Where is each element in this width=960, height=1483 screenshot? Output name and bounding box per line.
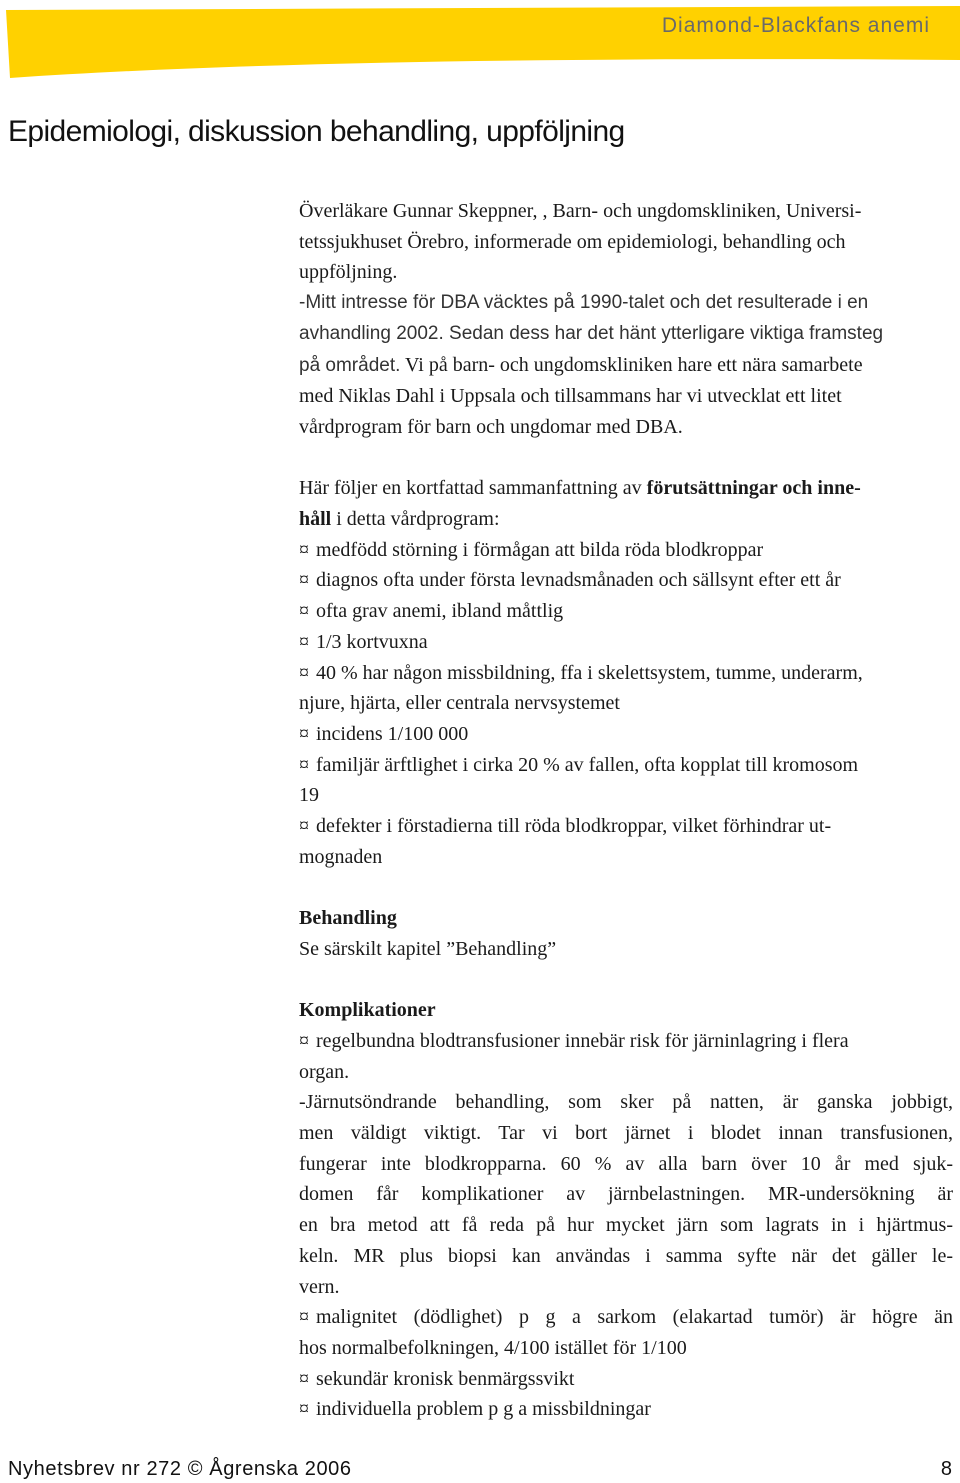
- intro-fragment: på området.: [299, 354, 401, 376]
- summary-lead-text: i detta vårdprogram:: [331, 508, 500, 531]
- paragraph-gap: [299, 965, 953, 996]
- list-item-text: incidens 1/100 000: [316, 722, 469, 745]
- list-item-text: diagnos ofta under första levnadsmånaden och sällsynt efter ett år: [316, 569, 841, 592]
- summary-lead-bold: förutsättningar och inne-: [646, 477, 861, 500]
- list-item-continuation: hos normalbefolkningen, 4/100 istället för 1/100: [299, 1336, 687, 1359]
- paragraph-gap: [299, 443, 953, 474]
- list-item-continuation: organ.: [299, 1060, 350, 1083]
- list-item: [299, 565, 953, 596]
- bullet-icon: ¤: [299, 661, 309, 684]
- treatment-text: Se särskilt kapitel ”Behandling”: [299, 937, 557, 960]
- list-item: [299, 719, 953, 750]
- section-heading-treatment: Behandling: [299, 907, 397, 930]
- list-item-continuation: njure, hjärta, eller centrala nervsystemet: [299, 692, 620, 715]
- list-item: [299, 535, 953, 566]
- body-line: men väldigt viktigt. Tar vi bort järnet i blodet innan transfusionen,: [299, 1122, 953, 1145]
- list-item: [299, 1394, 953, 1425]
- body-line: -Järnutsöndrande behandling, som sker på natten, är ganska jobbigt,: [299, 1091, 953, 1114]
- list-item: [299, 1026, 953, 1057]
- list-item-text: defekter i förstadierna till röda blodkroppar, vilket förhindrar ut-: [316, 815, 832, 838]
- intro-fragment: Vi på barn- och ungdomskliniken hare ett nära samarbete: [400, 353, 863, 376]
- intro-line: uppföljning.: [299, 261, 398, 284]
- bullet-icon: ¤: [299, 1306, 309, 1329]
- paragraph-gap: [299, 872, 953, 903]
- bullet-icon: ¤: [299, 538, 309, 561]
- list-item: [299, 658, 953, 689]
- header-band: [0, 0, 960, 90]
- summary-lead-bold: håll: [299, 508, 332, 531]
- summary-lead-text: Här följer en kortfattad sammanfattning av: [299, 477, 647, 500]
- bullet-icon: ¤: [299, 1398, 309, 1421]
- body-line: fungerar inte blodkropparna. 60 % av alla barn över 10 år med sjuk-: [299, 1152, 953, 1175]
- summary-lead: [299, 504, 953, 535]
- bullet-icon: ¤: [299, 600, 309, 623]
- bullet-icon: ¤: [299, 753, 309, 776]
- list-item-continuation: 19: [299, 784, 319, 807]
- section-heading-complications: Komplikationer: [299, 999, 436, 1022]
- intro-line: [299, 350, 953, 382]
- intro-line: avhandling 2002. Sedan dess har det hänt ytterligare viktiga framsteg: [299, 322, 884, 344]
- footer-publication: Nyhetsbrev nr 272 © Ågrenska 2006: [8, 1458, 352, 1480]
- list-item-continuation: mognaden: [299, 845, 383, 868]
- list-item: [299, 627, 953, 658]
- summary-lead: [299, 473, 953, 504]
- list-item-text: 1/3 kortvuxna: [316, 630, 428, 653]
- bullet-icon: ¤: [299, 1029, 309, 1052]
- page-number: 8: [940, 1458, 952, 1480]
- list-item: [299, 750, 953, 781]
- list-item-text: malignitet (dödlighet) p g a sarkom (elakartad tumör) är högre än: [316, 1306, 953, 1329]
- list-item-text: medfödd störning i förmågan att bilda röda blodkroppar: [316, 538, 764, 561]
- article-body: [299, 196, 953, 1425]
- list-item-text: regelbundna blodtransfusioner innebär risk för järninlagring i flera: [316, 1029, 849, 1052]
- list-item-text: individuella problem p g a missbildningar: [316, 1398, 651, 1421]
- bullet-icon: ¤: [299, 569, 309, 592]
- bullet-icon: ¤: [299, 1367, 309, 1390]
- bullet-icon: ¤: [299, 722, 309, 745]
- body-line: domen får komplikationer av järnbelastningen. MR-undersökning är: [299, 1183, 953, 1206]
- intro-line: med Niklas Dahl i Uppsala och tillsammans har vi utvecklat ett litet: [299, 385, 842, 408]
- list-item: [299, 1302, 953, 1333]
- body-line: en bra metod att få reda på hur mycket järn som lagrats in i hjärtmus-: [299, 1214, 953, 1237]
- intro-line: tetssjukhuset Örebro, informerade om epidemiologi, behandling och: [299, 230, 846, 253]
- list-item: [299, 596, 953, 627]
- body-line: keln. MR plus biopsi kan användas i samma syfte när det gäller le-: [299, 1244, 953, 1267]
- page-title: Epidemiologi, diskussion behandling, uppföljning: [8, 115, 625, 148]
- list-item-text: sekundär kronisk benmärgssvikt: [316, 1367, 575, 1390]
- intro-line: vårdprogram för barn och ungdomar med DBA.: [299, 415, 683, 438]
- intro-line: -Mitt intresse för DBA väcktes på 1990-talet och det resulterade i en: [299, 292, 869, 314]
- running-title: Diamond-Blackfans anemi: [661, 14, 930, 37]
- list-item-text: 40 % har någon missbildning, ffa i skelettsystem, tumme, underarm,: [316, 661, 863, 684]
- body-line: vern.: [299, 1275, 340, 1298]
- list-item-text: familjär ärftlighet i cirka 20 % av fallen, ofta kopplat till kromosom: [316, 753, 859, 776]
- list-item: [299, 1364, 953, 1395]
- intro-line: Överläkare Gunnar Skeppner, , Barn- och ungdomskliniken, Universi-: [299, 200, 862, 222]
- list-item: [299, 811, 953, 842]
- list-item-text: ofta grav anemi, ibland måttlig: [316, 600, 564, 623]
- bullet-icon: ¤: [299, 630, 309, 653]
- bullet-icon: ¤: [299, 815, 309, 838]
